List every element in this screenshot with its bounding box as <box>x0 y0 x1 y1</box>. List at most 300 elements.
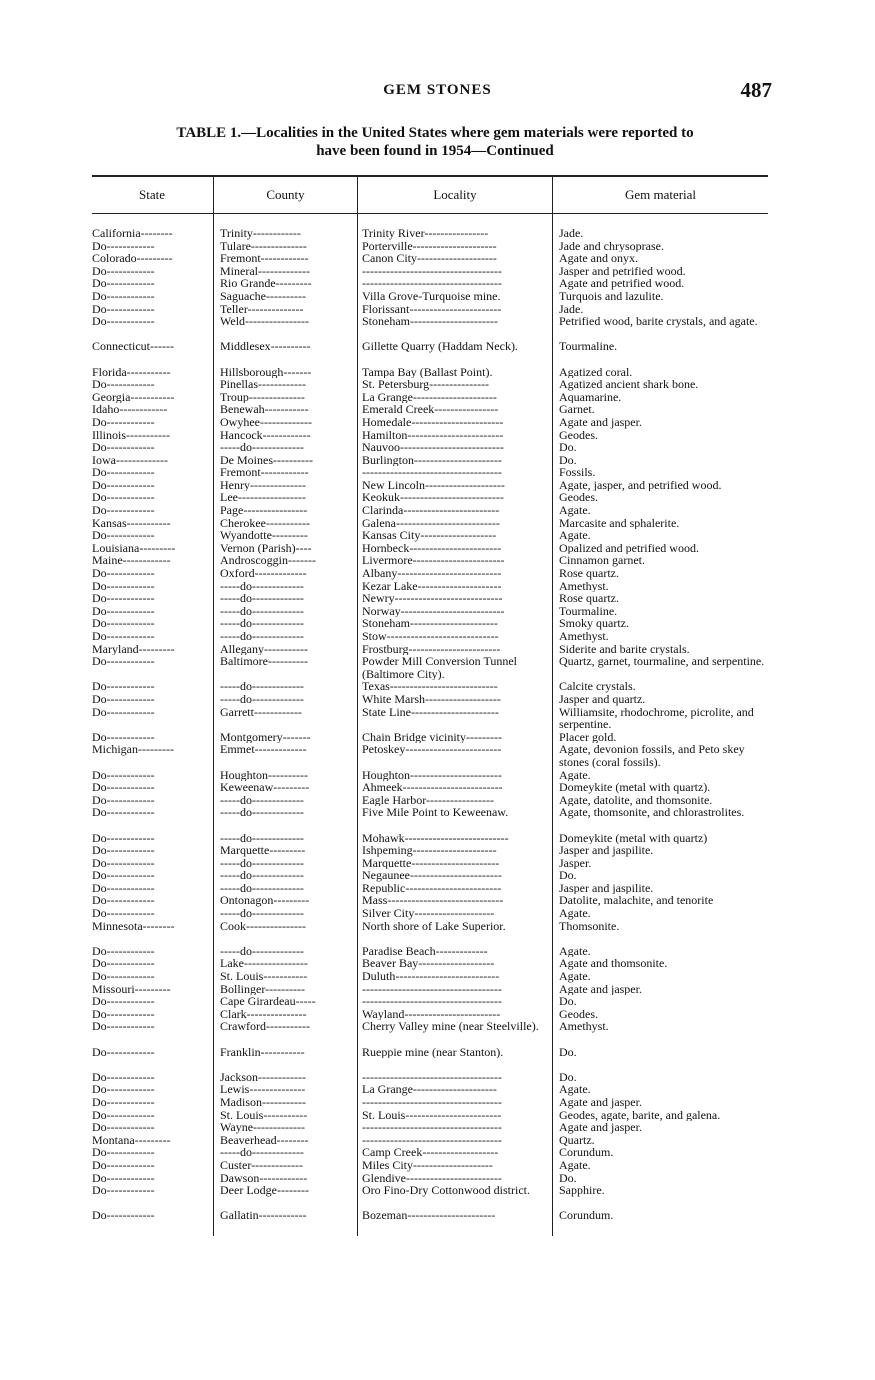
county-cell: Oxford------------- <box>220 567 307 580</box>
county-cell: Mineral------------- <box>220 264 310 278</box>
table-row <box>0 1134 875 1147</box>
table-row <box>0 403 875 416</box>
locality-cell: Cherry Valley mine (near Steelville). <box>362 1020 539 1033</box>
gem-material-cell: Jasper. <box>559 856 592 870</box>
locality-cell: State Line---------------------- <box>362 705 499 719</box>
gem-material-cell: Thomsonite. <box>559 919 620 933</box>
column-header-gem-material: Gem material <box>624 187 697 202</box>
locality-cell: Silver City-------------------- <box>362 907 495 920</box>
state-cell: Iowa------------- <box>92 453 168 467</box>
county-cell: Trinity------------ <box>220 227 301 240</box>
gem-material-cell: Agatized coral. <box>559 365 633 379</box>
state-cell: Do------------ <box>92 592 155 605</box>
state-cell: Do------------ <box>92 567 155 580</box>
table-row <box>0 1146 875 1159</box>
gem-material-cell: Jade and chrysoprase. <box>559 239 664 253</box>
state-cell: Do------------ <box>92 881 155 895</box>
state-cell: Do------------ <box>92 617 155 630</box>
gem-material-cell: Smoky quartz. <box>559 617 629 630</box>
county-cell: Hancock------------ <box>220 428 311 442</box>
locality-cell: ----------------------------------- <box>362 264 502 278</box>
gem-material-cell: Do. <box>559 1171 577 1185</box>
state-cell: Louisiana--------- <box>92 541 176 555</box>
county-cell: Page---------------- <box>220 504 308 517</box>
gem-material-cell: Aquamarine. <box>559 390 622 404</box>
state-cell: Do------------ <box>92 957 155 971</box>
gem-material-cell: Garnet. <box>559 403 595 416</box>
county-cell: Bollinger---------- <box>220 982 306 996</box>
state-cell: Do------------ <box>92 1095 155 1109</box>
locality-cell: Texas--------------------------- <box>362 680 498 693</box>
state-cell: Do------------ <box>92 970 155 983</box>
table-row <box>0 1184 875 1209</box>
running-head: GEM STONES <box>383 82 492 98</box>
locality-cell: Kansas City------------------- <box>362 529 497 542</box>
locality-cell: ----------------------------------- <box>362 277 502 290</box>
county-cell: Saguache---------- <box>220 289 306 303</box>
county-cell: Garrett------------ <box>220 705 302 719</box>
table-row <box>0 277 875 290</box>
locality-cell: Five Mile Point to Keweenaw. <box>362 806 509 819</box>
table-caption <box>60 124 810 160</box>
locality-cell: Tampa Bay (Ballast Point). <box>362 365 493 379</box>
table-row <box>0 1083 875 1096</box>
gem-material-cell: Jasper and jaspilite. <box>559 844 654 857</box>
county-cell: -----do------------- <box>220 793 304 807</box>
county-cell: Lee----------------- <box>220 491 306 505</box>
table-row <box>0 794 875 807</box>
county-cell: Henry-------------- <box>220 478 306 492</box>
table-row <box>0 693 875 706</box>
state-cell: California-------- <box>92 227 173 240</box>
state-cell: Do------------ <box>92 730 155 744</box>
table-row <box>0 731 875 744</box>
table-row <box>0 907 875 920</box>
county-cell: Baltimore---------- <box>220 655 308 668</box>
state-cell: Do------------ <box>92 315 155 328</box>
table-row <box>0 781 875 794</box>
gem-material-cell: Petrified wood, barite crystals, and agate. <box>559 315 758 328</box>
table-row <box>0 227 875 240</box>
table-row <box>0 567 875 580</box>
gem-material-cell: Datolite, malachite, and tenorite <box>559 894 714 908</box>
county-cell: -----do------------- <box>220 441 304 454</box>
locality-cell: New Lincoln-------------------- <box>362 478 505 492</box>
table-row <box>0 1159 875 1172</box>
table-row <box>0 995 875 1008</box>
table-row <box>0 743 875 768</box>
table-caption-line-2: have been found in 1954—Continued <box>316 143 554 159</box>
county-cell: Keweenaw--------- <box>220 781 310 794</box>
gem-material-cell: Geodes. <box>559 1007 598 1021</box>
locality-cell: Ishpeming--------------------- <box>362 844 497 857</box>
state-cell: Montana--------- <box>92 1133 171 1147</box>
table-row <box>0 491 875 504</box>
gem-material-cell: Agate. <box>559 504 591 517</box>
gem-material-cell: Agate. <box>559 1158 591 1172</box>
state-cell: Do------------ <box>92 504 155 517</box>
gem-material-cell: Corundum. <box>559 1146 614 1159</box>
state-cell: Minnesota-------- <box>92 919 175 933</box>
table-row <box>0 517 875 530</box>
gem-material-cell: Opalized and petrified wood. <box>559 541 699 555</box>
locality-cell: Oro Fino-Dry Cottonwood district. <box>362 1184 530 1197</box>
locality-cell: Camp Creek------------------- <box>362 1146 499 1159</box>
table-row <box>0 366 875 379</box>
locality-cell: Albany-------------------------- <box>362 567 502 580</box>
locality-cell: Homedale----------------------- <box>362 415 504 429</box>
locality-cell: Clarinda------------------------ <box>362 504 500 517</box>
gem-material-cell: Amethyst. <box>559 579 609 593</box>
county-cell: Deer Lodge-------- <box>220 1184 309 1197</box>
locality-cell: Beaver Bay------------------- <box>362 957 495 971</box>
table-row <box>0 529 875 542</box>
state-cell: Do------------ <box>92 441 155 454</box>
state-cell: Do------------ <box>92 1209 155 1222</box>
state-cell: Do------------ <box>92 680 155 693</box>
locality-cell: ----------------------------------- <box>362 982 502 996</box>
gem-material-cell: Geodes, agate, barite, and galena. <box>559 1108 721 1122</box>
table-row <box>0 680 875 693</box>
county-cell: St. Louis----------- <box>220 1108 308 1122</box>
gem-material-cell: Tourmaline. <box>559 340 618 353</box>
state-cell: Do------------ <box>92 1070 155 1084</box>
table-row <box>0 554 875 567</box>
locality-cell: Duluth-------------------------- <box>362 970 500 983</box>
county-cell: Madison----------- <box>220 1095 306 1109</box>
county-cell: Emmet------------- <box>220 743 307 756</box>
locality-cell: ----------------------------------- <box>362 1095 502 1109</box>
state-cell: Do------------ <box>92 1184 155 1197</box>
table-row <box>0 1008 875 1021</box>
county-cell: Owyhee------------- <box>220 415 312 429</box>
gem-material-cell: Agate and jasper. <box>559 1095 642 1109</box>
state-cell: Illinois----------- <box>92 428 170 442</box>
locality-cell: Mohawk-------------------------- <box>362 831 509 845</box>
gem-material-cell: Do. <box>559 1045 577 1059</box>
table-row <box>0 970 875 983</box>
gem-material-cell: Amethyst. <box>559 1020 609 1033</box>
county-cell: Wyandotte--------- <box>220 529 308 542</box>
county-cell: -----do------------- <box>220 592 304 605</box>
table-row <box>0 429 875 442</box>
locality-cell: Chain Bridge vicinity--------- <box>362 730 502 744</box>
state-cell: Do------------ <box>92 604 155 618</box>
locality-cell: Paradise Beach------------- <box>362 944 488 958</box>
table-row <box>0 869 875 882</box>
table-row <box>0 1209 875 1222</box>
gem-material-cell: Fossils. <box>559 466 596 479</box>
locality-cell: ----------------------------------- <box>362 1121 502 1134</box>
table-row <box>0 630 875 643</box>
state-cell: Georgia----------- <box>92 390 175 404</box>
gem-material-cell: Agatized ancient shark bone. <box>559 378 699 391</box>
gem-material-cell: Jasper and quartz. <box>559 692 646 706</box>
gem-material-cell: Do. <box>559 1070 577 1084</box>
table-row <box>0 479 875 492</box>
locality-cell: Trinity River---------------- <box>362 227 489 240</box>
gem-material-cell: Calcite crystals. <box>559 680 636 693</box>
state-cell: Do------------ <box>92 264 155 278</box>
table-row <box>0 844 875 857</box>
gem-material-cell: Cinnamon garnet. <box>559 554 645 568</box>
state-cell: Do------------ <box>92 1121 155 1134</box>
locality-cell: Livermore----------------------- <box>362 554 505 568</box>
gem-material-cell: Rose quartz. <box>559 567 619 580</box>
locality-cell: Porterville--------------------- <box>362 239 497 253</box>
table-row <box>0 542 875 555</box>
table-row <box>0 617 875 630</box>
table-row <box>0 466 875 479</box>
locality-cell: Keokuk-------------------------- <box>362 491 504 505</box>
state-cell: Do------------ <box>92 1083 155 1096</box>
table-row <box>0 920 875 945</box>
locality-cell: Negaunee----------------------- <box>362 869 502 882</box>
locality-cell: La Grange--------------------- <box>362 390 497 404</box>
locality-cell: Petoskey------------------------ <box>362 743 502 756</box>
locality-cell: ----------------------------------- <box>362 466 502 479</box>
state-cell: Do------------ <box>92 302 155 316</box>
locality-cell: ----------------------------------- <box>362 1133 502 1147</box>
state-cell: Do------------ <box>92 1171 155 1185</box>
locality-cell: St. Petersburg--------------- <box>362 378 490 391</box>
county-cell: -----do------------- <box>220 806 304 819</box>
county-cell: Franklin----------- <box>220 1045 305 1059</box>
county-cell: Rio Grande--------- <box>220 277 312 290</box>
county-cell: Marquette--------- <box>220 844 306 857</box>
locality-cell: St. Louis------------------------ <box>362 1108 502 1122</box>
county-cell: Vernon (Parish)---- <box>220 541 312 555</box>
locality-cell: Kezar Lake--------------------- <box>362 579 502 593</box>
county-cell: -----do------------- <box>220 630 304 643</box>
gem-material-cell: Agate. <box>559 768 591 782</box>
column-header-state: State <box>139 187 165 202</box>
locality-cell: Houghton----------------------- <box>362 768 502 782</box>
state-cell: Do------------ <box>92 1045 155 1059</box>
state-cell: Do------------ <box>92 907 155 920</box>
state-cell: Do------------ <box>92 768 155 782</box>
state-cell: Florida----------- <box>92 365 171 379</box>
table-body <box>0 227 875 1222</box>
county-cell: -----do------------- <box>220 944 304 958</box>
county-cell: Montgomery------- <box>220 730 311 744</box>
county-cell: -----do------------- <box>220 831 304 845</box>
table-top-rule <box>92 175 768 177</box>
state-cell: Michigan--------- <box>92 743 174 756</box>
state-cell: Do------------ <box>92 1020 155 1033</box>
table-row <box>0 1071 875 1084</box>
gem-material-cell: Sapphire. <box>559 1184 605 1197</box>
table-row <box>0 290 875 303</box>
state-cell: Do------------ <box>92 869 155 882</box>
state-cell: Do------------ <box>92 781 155 794</box>
locality-cell: Florissant----------------------- <box>362 302 502 316</box>
gem-material-cell: Agate and jasper. <box>559 1121 642 1134</box>
locality-cell: Stow---------------------------- <box>362 630 499 643</box>
locality-cell: North shore of Lake Superior. <box>362 919 506 933</box>
gem-material-cell: Agate, devonion fossils, and Peto skey stones (coral fossils). <box>559 743 745 769</box>
table-row <box>0 1096 875 1109</box>
table-row <box>0 769 875 782</box>
table-row <box>0 945 875 958</box>
county-cell: Gallatin------------ <box>220 1209 307 1222</box>
county-cell: -----do------------- <box>220 579 304 593</box>
table-row <box>0 265 875 278</box>
county-cell: Cape Girardeau----- <box>220 995 316 1008</box>
table-row <box>0 391 875 404</box>
county-cell: Custer------------- <box>220 1158 304 1172</box>
table-row <box>0 706 875 731</box>
state-cell: Do------------ <box>92 579 155 593</box>
gem-material-cell: Rose quartz. <box>559 592 619 605</box>
state-cell: Do------------ <box>92 806 155 819</box>
gem-material-cell: Agate. <box>559 907 591 920</box>
table-row <box>0 1020 875 1045</box>
state-cell: Do------------ <box>92 894 155 908</box>
state-cell: Connecticut------ <box>92 340 174 353</box>
gem-material-cell: Do. <box>559 995 577 1008</box>
state-cell: Do------------ <box>92 856 155 870</box>
table-row <box>0 240 875 253</box>
locality-cell: Republic------------------------ <box>362 881 502 895</box>
table-row <box>0 983 875 996</box>
state-cell: Do------------ <box>92 630 155 643</box>
locality-cell: Burlington---------------------- <box>362 453 502 467</box>
table-row <box>0 882 875 895</box>
table-row <box>0 252 875 265</box>
county-cell: Troup-------------- <box>220 390 305 404</box>
table-row <box>0 832 875 845</box>
table-caption-line-1: TABLE 1.—Localities in the United States where gem materials were reported to <box>176 125 694 141</box>
gem-material-cell: Placer gold. <box>559 730 617 744</box>
county-cell: Allegany----------- <box>220 642 308 656</box>
gem-material-cell: Marcasite and sphalerite. <box>559 516 680 530</box>
locality-cell: Rueppie mine (near Stanton). <box>362 1045 504 1059</box>
locality-cell: Powder Mill Conversion Tunnel (Baltimore City). <box>362 655 518 681</box>
county-cell: -----do------------- <box>220 617 304 630</box>
gem-material-cell: Agate, thomsonite, and chlorastrolites. <box>559 806 745 819</box>
gem-material-cell: Agate. <box>559 944 591 958</box>
state-cell: Do------------ <box>92 655 155 668</box>
table-row <box>0 315 875 340</box>
locality-cell: Bozeman---------------------- <box>362 1209 496 1222</box>
county-cell: De Moines---------- <box>220 453 313 467</box>
table-row <box>0 441 875 454</box>
county-cell: Weld---------------- <box>220 315 309 328</box>
table-row <box>0 303 875 316</box>
gem-material-cell: Quartz, garnet, tourmaline, and serpentine. <box>559 655 765 668</box>
table-row <box>0 504 875 517</box>
county-cell: Fremont------------ <box>220 252 309 265</box>
county-cell: -----do------------- <box>220 604 304 618</box>
table-row <box>0 454 875 467</box>
gem-material-cell: Agate. <box>559 529 591 542</box>
county-cell: Cook--------------- <box>220 919 306 933</box>
state-cell: Maryland--------- <box>92 642 175 656</box>
gem-material-cell: Domeykite (metal with quartz). <box>559 781 711 794</box>
page-number: 487 <box>740 78 772 102</box>
state-cell: Do------------ <box>92 692 155 706</box>
gem-material-cell: Jade. <box>559 302 584 316</box>
county-cell: Crawford----------- <box>220 1020 310 1033</box>
gem-material-cell: Williamsite, rhodochrome, picrolite, and serpentine. <box>559 705 754 731</box>
state-cell: Do------------ <box>92 995 155 1008</box>
gem-material-cell: Agate and onyx. <box>559 252 638 265</box>
gem-material-cell: Agate and jasper. <box>559 982 642 996</box>
gem-material-cell: Corundum. <box>559 1209 614 1222</box>
locality-cell: Newry--------------------------- <box>362 592 503 605</box>
table-row <box>0 1121 875 1134</box>
locality-cell: Wayland------------------------ <box>362 1007 501 1021</box>
gem-material-cell: Geodes. <box>559 428 598 442</box>
locality-cell: White Marsh------------------- <box>362 692 501 706</box>
gem-material-cell: Do. <box>559 453 577 467</box>
county-cell: Middlesex---------- <box>220 340 311 353</box>
county-cell: Dawson------------ <box>220 1171 308 1185</box>
state-cell: Do------------ <box>92 1108 155 1122</box>
gem-material-cell: Domeykite (metal with quartz) <box>559 831 708 845</box>
locality-cell: Miles City-------------------- <box>362 1158 493 1172</box>
locality-cell: Hamilton------------------------ <box>362 428 504 442</box>
locality-cell: Glendive------------------------ <box>362 1171 502 1185</box>
state-cell: Do------------ <box>92 705 155 719</box>
locality-cell: Hornbeck----------------------- <box>362 541 502 555</box>
county-cell: Tulare-------------- <box>220 239 307 253</box>
county-cell: -----do------------- <box>220 881 304 895</box>
table-row <box>0 957 875 970</box>
table-row <box>0 592 875 605</box>
locality-cell: Gillette Quarry (Haddam Neck). <box>362 340 518 353</box>
state-cell: Do------------ <box>92 239 155 253</box>
county-cell: Beaverhead-------- <box>220 1133 309 1147</box>
state-cell: Do------------ <box>92 1158 155 1172</box>
gem-material-cell: Do. <box>559 441 577 454</box>
table-row <box>0 580 875 593</box>
table-row <box>0 340 875 365</box>
locality-cell: ----------------------------------- <box>362 1070 502 1084</box>
gem-material-cell: Do. <box>559 869 577 882</box>
gem-material-cell: Turquois and lazulite. <box>559 289 664 303</box>
gem-material-cell: Jasper and petrified wood. <box>559 264 686 278</box>
gem-material-cell: Agate and petrified wood. <box>559 277 685 290</box>
gem-material-cell: Agate and jasper. <box>559 415 642 429</box>
county-cell: Hillsborough------- <box>220 365 312 379</box>
header-bottom-rule <box>92 213 768 214</box>
table-row <box>0 416 875 429</box>
state-cell: Do------------ <box>92 831 155 845</box>
table-row <box>0 894 875 907</box>
county-cell: Ontonagon--------- <box>220 894 310 908</box>
county-cell: Cherokee----------- <box>220 516 310 530</box>
state-cell: Do------------ <box>92 1146 155 1159</box>
gem-material-cell: Jasper and jaspilite. <box>559 881 654 895</box>
state-cell: Do------------ <box>92 478 155 492</box>
table-row <box>0 655 875 680</box>
column-header-locality: Locality <box>433 187 477 202</box>
gem-material-cell: Agate and thomsonite. <box>559 957 668 971</box>
state-cell: Idaho------------ <box>92 403 168 416</box>
state-cell: Colorado--------- <box>92 252 173 265</box>
locality-cell: La Grange--------------------- <box>362 1083 497 1096</box>
table-row <box>0 1109 875 1122</box>
gem-material-cell: Agate, jasper, and petrified wood. <box>559 478 722 492</box>
locality-cell: Marquette---------------------- <box>362 856 500 870</box>
county-cell: -----do------------- <box>220 856 304 870</box>
table-row <box>0 857 875 870</box>
state-cell: Do------------ <box>92 289 155 303</box>
state-cell: Kansas----------- <box>92 516 171 530</box>
state-cell: Do------------ <box>92 378 155 391</box>
